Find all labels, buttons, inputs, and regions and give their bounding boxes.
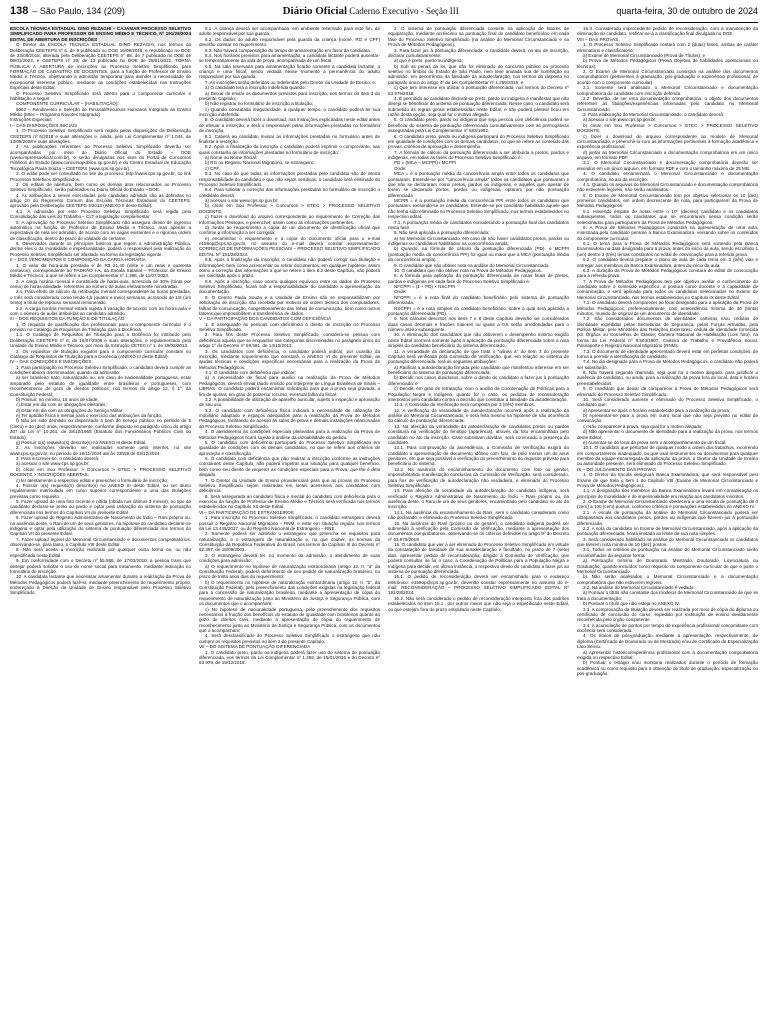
paragraph: Onde: xyxy=(394,289,407,295)
paragraph: 1. Para inscrição no Processo Seletivo Simplificado, o candidato estrangeiro deverá possuir o Registro Nacional Migratório – RNM, e estar em situação regular, nos termos da Lei 13.445/2017, ou do Registro Nacional de Estrangeiro – RNE. xyxy=(199,515,380,531)
paragraph: 3.1. O candidato com deficiência que indicar: xyxy=(205,370,296,375)
paragraph: 4. Os títulos de pós-graduação mediante a apresentação, respectivamente, de diploma (Certificado de Doutorado ou de Mestrado) e/ou de Certificado de Especialização Lato Sensu. xyxy=(577,633,758,650)
paragraph: b) Pontuar o estágio e/ou monitoria realizados durante o período de formação acadêmica ou como requisito para a obtenção de título de graduação, especialização ou pós-graduação. xyxy=(577,660,758,676)
header-left xyxy=(10,5,125,17)
paragraph: PD = (MCA – MCPPI) / MCPPI xyxy=(394,160,457,166)
paragraph: a) acessar o site www.cps.sp.gov.br; xyxy=(16,461,90,467)
paragraph: 5. Fazer upload de uma foto recente e nítida (obtida nos últimos 3 meses), no tipo de candidato declarar-se preto ou pardo e optar pela utilização do sistema de pontuação diferenciada nos termos do Capítulo VII do presente Edital. xyxy=(10,499,191,515)
column-1 xyxy=(10,26,191,1020)
paragraph: a) Exame de Memorial Circunstanciado (Prova de Títulos); e xyxy=(583,52,705,58)
section-heading: IX – DO JULGAMENTO DAS PROVAS xyxy=(577,466,656,472)
paragraph: a) Deixar de enviar os documentos previstos para inscrição, nos termos do item 3 do presente Capítulo; xyxy=(199,90,380,101)
paragraph: 7.2. São considerados documentos de identidade: carteiras e/ou cédulas de identidade expedidas pelas Secretarias de Segurança, pelas Forças Armadas, pela Polícia Militar, pelo Ministério das Relações Exteriores; cédula de identidade fornecida por Órgãos ou Conselhos de Classe; Carteira Nacional de Habilitação (com foto), na forma da Lei Federal nº 9.503/1997, Carteira de Trabalho e Previdência Social, Passaporte e Registro Nacional Migratório (RNM). xyxy=(577,316,758,349)
paragraph: 3.4. A acumulação de pontos por tempo de experiência profissional concomitante com docência será considerada. xyxy=(577,622,758,633)
paragraph: 8. A fórmula para aplicação da pontuação diferenciada às notas finais de pretos, pardos e indígenas em cada fase do Processo Seletivo Simplificado é: xyxy=(388,273,569,284)
text-columns xyxy=(10,26,758,1020)
paragraph: 7. Fazer upload legível do Memorial Circunstanciado e documentos comprobatórios, observando-se, para tanto, o Capítulo VIII deste Edital. xyxy=(10,536,191,547)
section-heading: VIII – DAS PROVAS xyxy=(577,36,619,42)
paragraph: c) Fazer o download do arquivo correspondente ao requerimento de Correção das Informações Pessoais, e preencher, assim como as informações pertinentes. xyxy=(199,214,380,225)
paragraph: 2. As inscrições deverão ser realizadas somente pela internet, no site www.cps.sp.gov.br, no período de 19/11/2024 até às 23h59 de 03/12/2024. xyxy=(10,445,191,456)
paragraph: b) RG ou Registro Nacional Migratório, se estrangeiro; xyxy=(205,160,315,166)
paragraph: 6. Observados durante os princípios básicos que regem a Administração Pública, dentre eles o da moralidade e impessoalidade, poderá o responsável pela realização do Processo Seletivo Simplificado ser afastado na forma da legislação vigente. xyxy=(10,241,191,257)
paragraph: 3. Os editais de abertura, bem como os demais atos relacionados ao Processo Seletivo Simplificado, serão publicados no Diário Oficial do Estado – DOE. xyxy=(10,181,191,193)
paragraph: d) juntar ao Memorial Circunstanciado a documentação comprobatória em um único arquivo, em formato PDF. xyxy=(577,149,758,160)
paragraph: 13. Na aferição da veracidade da autodeclaração de candidatos pretos ou pardos constituirá na verificação do fenótipo (aparência), através da foto encaminhada pelo candidato no ato da inscrição. Caso subsistam dúvidas, será convocado a presença do candidato. xyxy=(388,423,569,445)
paragraph: 7. O Diretor da Unidade de Ensino providenciará para que as provas do Processo Seletivo Simplificado sejam realizadas em locais acessíveis aos candidatos com deficiência. xyxy=(199,477,380,494)
paragraph: 8. Não será aplicada a pontuação diferenciada: xyxy=(394,230,490,236)
paragraph: 2. O Exame de Memorial Circunstanciado consistirá na análise dos documentos comprobatórios (pertinentes à graduação, pós-graduação e experiência profissional, de acordo com o componente curricular). xyxy=(577,69,758,85)
paragraph: 3. Os candidatos com deficiência, o candidato poderá indicar, por ocasião da inscrição, mediante requerimento que constará, o ANEXO VI do presente Edital, as ajudas técnicas e condições específicas necessárias para a realização da Prova de Métodos Pedagógicos. xyxy=(199,348,380,370)
paragraph: 10. A eliminação dos candidatos que não obtiverem o desempenho mínimo exigido neste Edital ocorrerá somente após a aplicação da pontuação diferenciada sobre a nota simples do candidato beneficiário do sistema diferenciado. xyxy=(388,332,569,349)
paragraph: 14.1. Na ausência do encaminhamento do Rani, será o candidato considerado como não declarado, e eliminado do Processo Seletivo Simplificado. xyxy=(388,509,569,521)
paragraph: 15.3. Considerado improcedente pedido de reconsideração, com a manutenção da eliminação do candidato, retificar-se-á a classificação final divulgada no DOE. xyxy=(577,26,758,37)
paragraph: 2. O sistema de pontuação diferenciada consiste na aplicação de fatores de equiparação, mediante acréscimo na pontuação final do candidato beneficiário em cada fase do Processo Seletivo Simplificado (na análise do Memorial Circunstanciado e na Prova de Métodos Pedagógicos). xyxy=(388,26,569,48)
paragraph: c) fazer o download do arquivo correspondente ao modelo de Memorial Circunstanciado, e preenchê-lo com as informações pertinentes à formação acadêmica e experiência profissional. xyxy=(577,133,758,150)
header-center xyxy=(283,5,459,17)
city-volume: – São Paulo, 134 (209) xyxy=(32,6,125,16)
paragraph: b) Possuir, no mínimo, 18 anos de idade; xyxy=(16,396,99,402)
paragraph: b) Apresentar-se para a prova em outro local que não seja previsto no edital de convocação; xyxy=(577,413,758,424)
column-3 xyxy=(388,26,569,1020)
paragraph: 1. O valor da hora-aula prestada é de R$ 21,40 (vinte e um reais e quarenta centavos), correspondente ao PADRÃO I-A, da Escala Salarial – Professor de Ensino Médio e Técnico, a que se refere a Lei Complementar nº 1.388, de 11/07/2023. xyxy=(10,262,191,279)
paragraph: 10. O candidato que não obtiver nota na Prova de Métodos Pedagógicos. xyxy=(394,267,543,273)
paragraph: 11.1. A Comissão de Verificação será composta por 3 (três) membros. xyxy=(394,402,535,408)
paragraph: 3. O edital pode ser consultado no site do processo: http://www.cps.sp.gov.br, no link Processos Seletivos Simplificados. xyxy=(10,171,191,182)
paragraph: e) Ausentar-se do local da prova sem o acompanhamento de um fiscal. xyxy=(583,439,727,445)
paragraph: 9. Nos cálculos descritos nos itens 7 e 8 deste Capítulo deverão ser considerados duas casas decimais e frações maiores ou iguais a 0,5 serão arredondadas para o número inteiro subsequente. xyxy=(388,316,569,332)
paragraph: MCPPI = é a pontuação média da concorrência PPI entre todos os candidatos que pontuaram, excluindo-se os candidatos. Entende-se por candidato habilitado aquele que não tenha sido eliminado no Processo Seletivo Simplificado, nos termos estabelecidos no respectivo edital. xyxy=(388,198,569,220)
paragraph: b) Decidir nos casos duvidosos, sobre o direito do candidato a fazer jus à pontuação diferenciada; e xyxy=(388,375,569,386)
paragraph: 1. O Processo Seletivo Simplificado será regido pelas disposições da Deliberação CEETEPS nº 6/2018 e suas alterações e, ainda, pelo Lei Complementar nº 1.044, de 13/05/2008 e suas alterações. xyxy=(10,128,191,144)
paragraph: c) Que tem interesse em utilizar a pontuação diferenciada, nos termos do Decreto nº 63.979/2018. xyxy=(388,85,569,96)
paragraph: 4. É permitido ao candidato declarar-se preto, pardo ou indígena e manifestar que não deseja se beneficiar do sistema de pontuação diferenciada. Nesse caso, o candidato será submetido às regras gerais estabelecidas neste Edital, e não poderá pleitear ficou em razão desta opção, seja qual for o motivo alegado. xyxy=(388,95,569,117)
paragraph: 8. O candidato deverá fazer o download, nas instruções explicitadas neste edital antes de efetuar a inscrição, e será o responsável pelas informações prestadas no formulário de inscrição. xyxy=(199,117,380,134)
paragraph: 7.3. O documento de identidade apresentado deverá estar em perfeitas condições, de forma a permitir a identificação do candidato. xyxy=(577,348,758,359)
section-heading: III – DOS REQUISITOS DA FUNÇÃO E DE TITULAÇÃO xyxy=(10,316,125,322)
paragraph: 7.1. O candidato deverá comparecer ao local designado para a aplicação da Prova de Métodos Pedagógicos, preferencialmente, com antecedência mínima de 30 (trinta) minutos, munido de original de um documento de identidade. xyxy=(577,300,758,316)
paragraph: 4.1. A admissão por este Processo Seletivo Simplificado será regida pela Consolidação das Leis do Trabalho – CLT e legislação complementar. xyxy=(10,208,191,220)
paragraph: 11. A veracidade da declaração de que trata o "alínea a" do item 3 do presente Capítulo será verificada pela Comissão de Verificação, que, em relação ao sistema de pontuação diferenciada, terá as seguintes atribuições: xyxy=(388,348,569,365)
section-heading: I – DAS DISPOSIÇÕES INICIAIS xyxy=(10,122,78,128)
paragraph: 6. Fazer upload do Registro Administrativo de Nascimento do Índio – Rani próprio ou, na ausência deste, o Rani de um de seus genitores, na hipótese do candidato declarar-se indígena e optar pela utilização do sistema de pontuação diferenciada nos termos do Capítulo VII do presente Edital. xyxy=(10,515,191,537)
paragraph: 6. A Prova de Métodos Pedagógicos consistirá na apresentação de uma aula, ministrada pelo candidato perante a Banca Examinadora, versando sobre os conteúdos do componente curricular. xyxy=(577,224,758,241)
paragraph: 2.1. Somente será analisado o Memorial Circunstanciado e documentação comprobatória do candidato com inscrição deferida. xyxy=(577,85,758,96)
paragraph: 8.6. Após a inscrição, caso ocorra qualquer equívoco entre os dados do Processo Seletivo Simplificado, ficará sob a responsabilidade do candidato a apresentação da documentação. xyxy=(199,278,380,295)
paragraph: 2. As publicações referentes ao Processo Seletivo Simplificado deverão ser acompanhadas por meio do Diário Oficial do Estado – DOE (www.imprensaoficial.com.br), e serão divulgadas nos sites do Portal de Concursos Públicos do Estado (www.concursopublico.sp.gov.br) e do Centro Estadual de Educação Tecnológica Paula Souza – CEETEPS (www.cps.sp.gov.br). xyxy=(10,144,191,171)
paragraph: 6. O candidato com deficiência que não realizar a inscrição conforme as instruções constantes deste Capítulo, não poderá impetrar sua situação para qualquer benefício, bem como seu direito de requerer as condições especiais para a Prova, que lhe é dela alegado. xyxy=(199,456,380,478)
paragraph: 1. É assegurado às pessoas com deficiência o direito de inscrição no Processo Seletivo Simplificado. xyxy=(199,321,380,332)
paragraph: 3.1. O Memorial Circunstanciado e documentação comprobatória deverão ser enviados em um único arquivo, em formato PDF e com o tamanho máximo de 25 MB. xyxy=(577,160,758,171)
paragraph: 10.1. O candidato que perturbar de qualquer modo a ordem dos trabalhos, incorrendo em comportamento inadequado, ou que usar instrumentos ou documentos para qualquer membro da equipe encarregada da aplicação da prova, o Diretor da Unidade de Ensino ou autoridade presente, será eliminado do Processo Seletivo Simplificado. xyxy=(577,445,758,467)
paragraph: 3.2. A possibilidade de utilização de aparelho auricular, sujeito à inspeção e aprovação de seu uso. xyxy=(199,396,380,408)
paragraph: 3. Será considerado habilitado na análise do Memorial Circunstanciado os candidatos que tiverem nota mínima de 10 (dez) pontos. xyxy=(577,536,758,547)
paragraph: a) Pontuação mínima de Doutorado, Mestrado, Doutorado, Licenciatura ou Graduação, quando incluídos como requisito do componente curricular de que é parte o Memorial Circunstanciado. xyxy=(577,558,758,574)
paragraph: 3. Para elaboração do Memorial Circunstanciado, o candidato deverá: xyxy=(583,112,725,117)
paragraph: 2. O Exame de Memorial Circunstanciado obedecerá a uma escala de pontuação de 0 (zero) a 100 (cem) pontos, conforme critérios e pontuações estabelecidos no ANEXO IV. xyxy=(577,499,758,510)
paragraph: 12. A verificação da veracidade da autodeclaração ocorrerá após a realização da análise do Memorial Circunstanciado, e será feita mesmo na hipótese de não ocorrência do cálculo da pontuação diferenciada. xyxy=(388,407,569,424)
paragraph: O Diretor da ESCOLA TÉCNICA ESTADUAL GINO REZAGHI, nos termos da Deliberação CEETEPS nº 6, de 9 publicado no DOE 16/08/2018, e republicado no DOE de 23/08/2018, alterada pela Deliberação CEETEPS nº 88, de 7 publicado no DOE de 09/01/2023, e CEETEPS nº 29, de 13 publicado no DOE de 28/01/2022, TORNA PÚBLICA A ABERTURA de inscrições ao Processo Seletivo Simplificado para FORMAÇÃO DE CADASTRO DE DOCENTES, para a função de Professor de Ensino Médio e Técnico, objetivando a admissão temporária para atender a necessidade de excepcional interesse público, mediante as condições estabelecidas nas Instruções Especiais deste Edital. xyxy=(10,42,191,91)
paragraph: 2.2. A nota do candidato no Exame de Memorial Circunstanciado, após a aplicação da pontuação diferenciada, ficará limitada ao limite de sua nota simples. xyxy=(577,525,758,537)
paragraph: a) O requerimento no hipótese de naturalização extraordinária (artigo 12, II, "a" da Constituição Federal), poderá deferimento de seu pedido de naturalização brasileiro, no prazo de trinta anos dias do requerimento; xyxy=(199,563,380,580)
paragraph: 1. O candidato preto, pardo ou indígena poderá fazer uso do sistema de pontuação diferenciada, nos termos da Lei Complementar nº 1.259, de 15/01/2015 e do Decreto nº 63.979, de 19/12/2018. xyxy=(199,649,380,666)
paragraph: a) Nome ou Nome Social; xyxy=(205,155,258,160)
paragraph: c) No hipótese de nacionalidade portuguesa, pelo preenchimento dos requisitos necessários à fruição dos benefícios do estatuto de igualdade com brasileiros quanto ao gozo de direitos civis, mediante a apresentação de cópia do requerimento de reconhecimento junto ao Ministério da Justiça e Segurança Pública, com os documentos que o acompanham; xyxy=(199,606,380,633)
paragraph: 1. O requisito de qualificação dos profissionais para o componente curricular é o previsto no Catálogo de Requisitos de Titulação para a Docência. xyxy=(10,321,191,332)
paragraph: c) Não comparecer à prova, seja qual for o motivo alegado; xyxy=(583,423,703,429)
paragraph: b) clicar em Sou Professor > Concursos > ETEC > PROCESSO SELETIVO DOCENTE; xyxy=(577,122,758,134)
paragraph: c) Quando constatada irregularidade, a qualquer tempo, o candidato poderá ter sua inscrição indeferida. xyxy=(199,106,380,117)
paragraph: 6.5. Na sala reservada para amamentação ficarão somente a candidata lactante, a criança e uma fiscal, sendo vedada nesse momento a permanência do adulto responsável por sua guarda. xyxy=(199,63,380,80)
paragraph: 7. A fórmula de cálculo da pontuação diferenciada a ser atribuída a pretos, pardos e indígenas, em todas as fases do Processo Seletivo Simplificado é: xyxy=(388,149,569,160)
paragraph: 3. O estrangeiro deverá ter, no momento da admissão, o atendimento de suas condições para admissão: xyxy=(199,552,380,564)
paragraph: c) Decidir, em grau de retratação, com o auxílio da Coordenação de Políticas para a População Negra e Indígena, quanto for o caso, os pedidos de reconsideração interpostos pelo candidato contra a decisão que constatar a falsidade da autodeclaração. xyxy=(388,386,569,402)
notice-title: ESCOLA TÉCNICA ESTADUAL GINO REZAGHI – CAJAMAR PROCESSO SELETIVO SIMPLIFICADO PARA PROFESSOR DE ENSINO MÉDIO E TÉCNICO, Nº 191/28/2024 EDITAL DE ABERTURA DE INSCRIÇÕES xyxy=(10,26,191,42)
paragraph: 1. O Processo Seletivo Simplificado contará com 2 (duas) fases, ambas de caráter eliminatório e classificatório: xyxy=(577,42,758,53)
paragraph: NFCPPI = (1 + PD) × NSCPPI xyxy=(394,284,456,289)
paragraph: 2.1. Para efeito de cálculo da retribuição mensal correspondente às horas prestadas, o mês será considerado como tendo 4,5 (quatro e meio) semanas, acrescido de 1/6 (um sexto) a título de repouso semanal remunerado. xyxy=(10,289,191,306)
paragraph: 8.5. Após a finalização da inscrição, o candidato não poderá corrigir sua titulação e informações, bem como acrescentar ou retirar documentos, em qualquer hipótese, assim como a correção das informações a que se refere o item 8.2 deste Capítulo, não poderá ser solicitada após o prazo. xyxy=(199,257,380,279)
paragraph: 4. O candidato encaminhará o Memorial Circunstanciado e documentação comprobatória, no ato da inscrição. xyxy=(577,171,758,182)
paragraph: 16.1. O pedido de reconsideração deverá ser encaminhado para o endereço eletrônico: e159op@cps.sp.gov.br, devendo constar expressamente no assunto do e-mail: RECONSIDERAÇÃO – PROCESSO SELETIVO SIMPLIFICADO EDITAL Nº 191/28/2024. xyxy=(388,574,569,596)
paragraph: a) Pontuar o título não constante dos modelos de Memorial Circunstanciado de que se trata a documentação; xyxy=(577,590,758,601)
page-header xyxy=(10,0,758,23)
paragraph: 3.2. Na análise do Memorial Circunstanciado é vedado: xyxy=(583,585,695,590)
column-2 xyxy=(199,26,380,1020)
paragraph: O Processo Seletivo Simplificado será aberto para o componente curricular e habilitação a seguir: xyxy=(10,90,191,101)
paragraph: a) Apresentar histórico/experiência profissional com a documentação comprobatória exigida no respectivo Edital; xyxy=(577,649,758,660)
paragraph: NFCPPI = é a nota final do candidato beneficiário pelo sistema de pontuação diferenciada. xyxy=(388,294,569,306)
paragraph: MCA = é a pontuação média da concorrência ampla entre todos os candidatos que pontuaram. Entende-se por "concorrência ampla" todos os candidatos que pontuaram e que não se declararam como pretos, pardos ou indígenas, e aqueles que, apesar de terem se declarado pretos, pardos ou indígenas, optaram por não pontuação diferenciada. xyxy=(388,171,569,198)
paragraph: b) Prova de Métodos Pedagógicos (Prova Objetiva de habilidades operacionais ou técnicas). xyxy=(577,58,758,69)
paragraph: a) acessar o site www.cps.sp.gov.br; xyxy=(205,198,279,203)
paragraph: a) A necessidade de fiscal para auxílio na realização da Prova de Métodos Pedagógicos, deverá enviar laudo emitido por intérprete de Língua Brasileira de Sinais – LIBRAS. O candidato poderá encaminhar solicitação para que a prova seja gravada, a fim de ajustar, em grau de posterior recurso, eventual falha do fiscal. xyxy=(199,375,380,397)
paragraph: 16.2. Não será considerado o pedido de reconsideração interposto fora dos padrões estabelecidos no item 15.1., por outros meios que não seja o especificado neste Edital, ou que estejam fora do prazo estipulado neste Capítulo. xyxy=(388,595,569,612)
paragraph: 2. A carga horária mensal é constituída de horas-aula, acrescida de 30% (trinta por cento) de horas-atividade, referentes ao número de aulas efetivamente ministradas. xyxy=(10,278,191,289)
paragraph: 13.1. Para comprovação da ascendência, a Comissão de Verificação exigirá do candidato a apresentação de documento idôneo com foto, de pelo menos um de seus genitores, em que seja possível a verificação do preenchimento do requisito previsto para beneficiário do sistema. xyxy=(388,445,569,467)
paragraph: b) clicar em Sou Professor > Concursos > ETEC > PROCESSO SELETIVO DOCENTE > INSCRIÇÕES ABERTAS; xyxy=(10,466,191,478)
paragraph: d) Estar em dia com as obrigações do Serviço Militar; xyxy=(16,407,124,413)
paragraph: 5.1. Havendo empate de notas entre o 10º (décimo) candidato e os candidatos subsequentes, todos os candidatos que se encontrarem nessa condição serão selecionados para participarem da Prova de Métodos Pedagógicos. xyxy=(577,208,758,225)
paragraph: 6.4. Nos horários previstos para amamentação, a candidata lactante poderá ausentar-se temporariamente da sala de prova, acompanhada de um fiscal. xyxy=(199,52,380,64)
paragraph: 7. As inscrições serão deferidas ou indeferidas pelo Diretor da Unidade de Ensino, e: xyxy=(205,79,377,85)
paragraph: 6.1. A criança deverá ser acompanhada, em ambiente reservado para este fim, de adulto responsável por sua guarda. xyxy=(199,26,380,37)
paragraph: c) ler atentamente o respectivo edital e preencher o formulário de inscrição; xyxy=(16,477,169,483)
paragraph: b) Sob as penas da lei, que não foi eliminado de concurso público ou processo seletivo no âmbito do Estado de São Paulo, nem teve anulada sua de nomeação ou admissão, em decorrência da falsidade da autodeclaração, nos termos do disposto no parágrafo único do artigo 4º da Lei Complementar nº 1.259/2015; e xyxy=(388,63,569,85)
section-heading: V – DA PARTICIPAÇÃO DOS CANDIDATOS COM DEFICIÊNCIA xyxy=(199,316,332,322)
section-name: Caderno Executivo - Seção III xyxy=(349,6,459,16)
paragraph: b) Não registrar no formulário de inscrição a titulação; xyxy=(205,101,314,107)
paragraph: 8.3. No caso de que todas as informações prestadas pelo candidato são de inteira responsabilidade do candidato e que não sejam verídicas, o candidato será eliminado do Processo Seletivo Simplificado. xyxy=(199,171,380,187)
paragraph: 6.3. Não haverá compensação do tempo de amamentação em favor da candidata. xyxy=(205,47,372,53)
paragraph: b) clicar em Sou Professor > Concursos > ETEC > PROCESSO SELETIVO DOCENTE; xyxy=(199,203,380,214)
paragraph: c) CPF. xyxy=(205,165,220,171)
paragraph: a) que é preto, pardo ou indígena; xyxy=(394,58,463,64)
paragraph: 4.1. Quando os arquivos do Memorial Circunstanciado e documentação comprobatória não estiverem legíveis, não serão analisados. xyxy=(577,181,758,193)
paragraph: 1.1. A designação dos membros da Banca Examinadora levará em consideração os princípios de moralidade e de impessoalidade em relação aos candidatos inscritos. xyxy=(577,488,758,499)
paragraph: 3.3. O candidato com deficiência física indicará a necessidade de utilização de mobiliário adaptado e espaços adequados para a realização da Prova de Métodos Pedagógicos, facilitando de acesso às salas de prova e demais instalações relacionadas ao Processo Seletivo Simplificado. xyxy=(199,407,380,429)
paragraph: 5062 – Rendimento e Seleção de Pessoal/Recursos Humanos Integrado ao Ensino Médio (Mtec – Programa Novotec Integrado) xyxy=(10,106,191,117)
paragraph: 2.2. Deverão, de ser uma documentação comprobatória, o objeto dos documentos referentes às titulações/experiências informadas pelo candidato no Memorial Circunstanciado. xyxy=(577,95,758,112)
paragraph: 7.4. No dia designado para a Prova de Métodos Pedagógicos, o candidato não poderá ser substituído. xyxy=(577,359,758,370)
paragraph: 2. Os requisitos de titulação exigidos para o componente curricular constam no Catálogo de Requisitos de Titulação para a Docência (ANEXO III deste Edital). xyxy=(10,348,191,359)
paragraph: d) Não apresentar o documento de identidade para a realização da prova, nos termos deste Edital; xyxy=(577,429,758,440)
paragraph: 2. Somente poderá ser admitido o estrangeiro que preencha os requisitos para naturalização, e o estrangeiro de naturalização e, no que couber, as normas da Constituição da República Federativa do Brasil, nos termos do Capítulo III do Decreto nº 62.397, de 15/09/2001. xyxy=(199,531,380,553)
paragraph: 4. Possuir o(s) requisito(s) descrito(s) no ANEXO III deste Edital, ou ser aluno regularmente matriculado em curso superior correspondente a uma das titulações previstas como requisito. xyxy=(10,482,191,499)
page-number: 138 xyxy=(10,5,29,17)
paragraph: 2.2. A carga horária mensal estará sujeita à variação de acordo com as horas-aula e com o número de aulas atribuídas ao candidato admitido. xyxy=(10,305,191,316)
publication-date: quarta-feira, 30 de outubro de 2024 xyxy=(616,6,758,16)
paragraph: c) Estar em dia com as obrigações eleitorais; xyxy=(16,402,107,408)
paragraph: 4. O atendimento às condições especiais pleiteadas para a realização da Prova de Métodos Pedagógicos ficará sujeito à análise da razoabilidade do pedido. xyxy=(199,429,380,440)
paragraph: 2.1. A escala de pontuação da análise do Memorial Circunstanciado poderá ser ultrapassada aos candidatos pretos, pardos ou indígenas que fizerem jus à pontuação diferenciada. xyxy=(577,509,758,526)
paragraph: 14. Para aferição da veracidade da autodeclaração do candidato indígena, será verificado o Registro Administrativo de Nascimento do Índio – Rani próprio ou, na ausência deste, o Rani de um de seus genitores, encaminhado pelo candidato no ato da inscrição. xyxy=(388,488,569,510)
paragraph: 5. O Exame de Memorial Circunstanciado tem por objetivo selecionar os 10 (dez) primeiros candidatos, em ordem decrescente de nota, para participarem da Prova de Métodos Pedagógicos. xyxy=(577,192,758,209)
paragraph: 6.2. O candidato deverá preparar o plano de aula de cada tema em 3 (três) vias e entregar aos membros da Banca Examinadora, antes do início da aula. xyxy=(577,257,758,268)
paragraph: 13.2. Na ausência do encaminhamento do documento com foto ou genitor, impossibilitando manifestação conclusiva da Comissão de Verificação, será considerado, para fins de verificação de autodeclaração não verdadeira, e eliminado do Processo Seletivo Simplificado. xyxy=(388,466,569,488)
paragraph: 6.2. Os dados do adulto responsável pela guarda da criança (nome, RG e CPF) deverão constar no requerimento. xyxy=(199,36,380,48)
section-heading: VII – DO SISTEMA DE PONTUAÇÃO DIFERENCIADA xyxy=(199,644,311,650)
newspaper-name: Diário Oficial xyxy=(282,5,348,17)
paragraph: f) Não ter sido demitido ou dispensado a bem do serviço público, no período de 5 (cinco) e 10 (dez) anos, respectivamente, conforme disposto no parágrafo único do artigo 307 da Lei nº 10.261, de 28/10/1968 (Estatuto dos Funcionários Públicos Civis do Estado); xyxy=(10,418,191,440)
paragraph: 5. A aprovação no Processo Seletivo Simplificado não assegura direito de ingresso automático na função de Professor de Ensino Médio e Técnico, mas apenas a expectativa de nela ser admitido, de acordo com as vagas existentes e a rigorosa ordem de classificação, dentro do prazo de validade do certame. xyxy=(10,219,191,241)
paragraph: a) No Memorial Circunstanciado, em caso de não haver candidatos pretos, pardos ou indígenas ou candidatos habilitados na concorrência ampla; xyxy=(388,235,569,246)
paragraph: a) acessar o site www.cps.sp.gov.br; xyxy=(583,117,657,123)
paragraph: 4. Será desclassificado do Processo Seletivo Simplificado o estrangeiro que não cumprir os requisitos previstos no item 2 do presente Capítulo. xyxy=(199,633,380,644)
paragraph: b) O requerimento no hipótese de naturalização extraordinária (artigo 12, II, "b", da Constituição Federal), pelo preenchimento das condições exigidas na legislação federal para a concessão de naturalização brasileira, mediante a apresentação de cópia do requerimento de naturalização junto ao Ministério da Justiça e Segurança Pública, com os documentos que o acompanham; xyxy=(199,579,380,607)
paragraph: b) Pontuar o título que não esteja no ANEXO IV. xyxy=(583,601,680,607)
paragraph: d) Juntar ao requerimento a cópia de um documento de identificação oficial que confirme a informação a ser corrigida; xyxy=(199,224,380,236)
section-heading: VI – DA PARTICIPAÇÃO DE ESTRANGEIROS xyxy=(199,509,294,515)
paragraph: 6.3. A duração da Prova de Métodos Pedagógicos constará do edital de convocação para a referida prova. xyxy=(577,267,758,279)
column-4 xyxy=(577,26,758,1020)
paragraph: 1. O Diretor da Escola designará Banca Examinadora, que será responsável pelo Exame de que trata o item 1 do Capítulo VIII (Exame de Memorial Circunstanciado e Prova de Métodos Pedagógicos). xyxy=(577,472,758,488)
paragraph: NSCPPI = é a nota simples do candidato beneficiário, sobre a qual será aplicada a pontuação diferenciada (PD). xyxy=(388,305,569,316)
paragraph: 10. A candidata lactante que necessitar amamentar durante a realização da Prova de Métodos Pedagógicos poderá fazê-lo, mediante preenchimento de requerimento próprio, endereçado à Direção da Unidade de Ensino responsável pelo Processo Seletivo Simplificado. xyxy=(10,574,191,596)
paragraph: 7.1. A pontuação média de candidatos considerando a pontuação final dos candidatos nesta fase. xyxy=(388,219,569,230)
paragraph: 6.1. O tema para a Prova de Métodos Pedagógicos será sorteado pela Banca Examinadora na data designada para a prova, antes do início da aula, sendo escolhido 1 (um) dentre 3 (três) temas constantes no edital de convocação para a referida prova. xyxy=(577,241,758,257)
paragraph: g) Possuir o(s) requisito(s) descrito(s) no ANEXO III deste Edital. xyxy=(16,439,147,445)
paragraph: 8. Será assegurada ao candidato física e mental do candidato com deficiência para o exercício da função de Professor de Ensino Médio e Técnico será verificada nos termos estabelecidos no Capítulo XII deste Edital. xyxy=(199,493,380,510)
paragraph: 6. O candidato preto, pardo ou indígena participará do Processo Seletivo Simplificado em igualdade de condições com os demais candidatos, no que se refere ao conteúdo das provas, critérios de aprovação e desempenho. xyxy=(388,133,569,150)
section-heading: Instruções Especiais xyxy=(10,117,52,123)
paragraph: 3.3. A comprovação da titulação deverá ser realizada por meio de cópia do diploma ou certificado de conclusão do curso, expedido por instituição de ensino devidamente reconhecida pelo órgão competente. xyxy=(577,606,758,623)
paragraph: 1.1. O Catálogo de Requisitos de Titulação para a Docência foi instituído pelo Deliberação CEETEPS nº 6, de 16/07/2008 e suas alterações, e regulamentado pela Unidade do Ensino Médio e Técnico, por meio da Instrução CETEC nº 1, de 19/02/2013. xyxy=(10,332,191,349)
paragraph: 9. Em conformidade com o Decreto nº 55.588, de 17/03/2010, a pessoa trans que desejar poderá solicitar o uso do nome social para tratamento, mediante indicação no formulário de inscrição. xyxy=(10,558,191,574)
paragraph: 2. Para fins deste Processo Seletivo Simplificado, considera-se pessoa com deficiência aquela que se enquadrar nas categorias discriminadas no parágrafo único do artigo 1º do Decreto nº 59.591, de 14/10/2013. xyxy=(199,332,380,349)
paragraph: a) Apresentar-se após o horário estabelecido para a realização da prova; xyxy=(583,407,731,413)
paragraph: e) encaminhar o requerimento e a cópia do documento oficial para o e-mail e159op@cps.sp.gov.br, no assunto do e-mail deverá constar expressamente: CORREÇÃO DE INFORMAÇÕES PESSOAIS – PROCESSO SELETIVO SIMPLIFICADO EDITAL Nº 191/28/2024. xyxy=(199,235,380,257)
paragraph: 7. A Prova de Métodos Pedagógicos tem por objetivo avaliar o conhecimento do candidato sobre o conteúdo específico, a postura como docente e a capacidade de comunicação, e será aplicada para todos os candidatos selecionados no Exame de Memorial Circunstanciado, nos termos estabelecidos no Capítulo IX deste Edital. xyxy=(577,278,758,300)
paragraph: 8.1. Caberá ao candidato revisar as informações prestadas no formulário antes de finalizar a inscrição. xyxy=(199,133,380,144)
section-heading: II – DOS VENCIMENTOS E COMPOSIÇÃO DA CARGA-HORÁRIA xyxy=(10,257,146,263)
paragraph: COMPONENTE CURRICULAR – (HABILITAÇÃO): xyxy=(16,101,119,107)
paragraph: a) O candidato terá a inscrição indeferida quando: xyxy=(205,85,306,91)
paragraph: 1. Para participação no Processo Seletivo Simplificado, o candidato deverá cumprir as condições abaixo discriminadas, quando da admissão: xyxy=(10,364,191,375)
paragraph: a) ser brasileiro nato, naturalizado ou, em caso de nacionalidade portuguesa, estar amparado pelo estatuto de igualdade entre brasileiros e portugueses, com reconhecimento do gozo de direitos políticos, nos termos do artigo 12, § 1º, da Constituição Federal; xyxy=(10,375,191,397)
paragraph: 5. O candidato preto, pardo ou indígena que seja pessoa com deficiência poderá se beneficiar do sistema de pontuação diferenciada cumulativamente com as prerrogativas asseguradas pela Lei Complementar nº 683/1992. xyxy=(388,117,569,134)
paragraph: 15. Na ausência do Rani (próprio ou do genitor), o candidato indígena poderá ser submetido à verificação pela Comissão de Verificação, mediante a apresentação dos documentos comprobatórios, observando-se os critérios definidos no artigo 9º do Decreto nº 63.979/2018. xyxy=(388,520,569,542)
paragraph: 9. O Centro Paula Souza e a Unidade de Ensino não se responsabilizam por solicitação de inscrição não recebida por motivos de ordem técnica dos computadores, falhas de comunicação, congestionamento das linhas de comunicação, bem como outros fatores que impossibilitem a transferência de dados. xyxy=(199,294,380,316)
paragraph: 9. O candidato que deixar de comparecer à Prova de Métodos Pedagógicos será eliminado do Processo Seletivo Simplificado. xyxy=(577,386,758,397)
paragraph: e) Ter aptidão física e mental para o exercício das atribuições da função; xyxy=(16,413,163,418)
paragraph: 9. O candidato que não obtiver nota na análise do Memorial Circunstanciado. xyxy=(394,262,550,268)
paragraph: 3. Para fazer jus à pontuação diferenciada, o candidato deverá, no ato de inscrição, declarar cumulativamente: xyxy=(388,47,569,58)
paragraph: 4. As atribuições a serem executadas pelo candidato admitido são as definidas no artigo 10 do Regimento Comum das Escolas Técnicas Estaduais do CEETEPS, aprovado pela Deliberação CEETEPS 3/2013 (ANEXO II deste Edital). xyxy=(10,192,191,209)
section-heading: IV – DAS CONDIÇÕES E INSCRIÇÕES xyxy=(10,359,92,365)
paragraph: 5. O candidato com deficiência participará do Processo Seletivo Simplificado em igualdade de condições com os demais candidatos, no que se referir aos critérios de aprovação e classificação. xyxy=(199,439,380,456)
paragraph: 8.2. Após a finalização da inscrição o candidato poderá imprimir o comprovante, nas quais constarão as informações prestadas no formulário de inscrição: xyxy=(199,144,380,155)
paragraph: b) Não serão analisados o Memorial Circunstanciado e a documentação comprobatória que não estiverem legíveis. xyxy=(577,574,758,585)
paragraph: 8.4. Para solicitar a correção das informações prestadas no formulário de inscrição o candidato deverá: xyxy=(199,187,380,198)
paragraph: a) Ratificar a autodeclaração firmada pelo candidato que manifestou interesse em ser beneficiário do sistema de pontuação diferenciada; xyxy=(388,364,569,375)
paragraph: 3.1. Todos os critérios de pontuação na análise do Memorial Circunstanciado serão encaminhados da seguinte forma: xyxy=(577,547,758,558)
paragraph: b) Quando, na fórmula de cálculo da pontuação diferenciada (PD), o MCPPI (pontuação média da concorrência PPI) for igual ou maior que a MCA (pontuação média da concorrência ampla). xyxy=(388,246,569,263)
paragraph: 16. O candidato que vier a ser eliminado do Processo Seletivo Simplificado em virtude da constatação de falsidade de sua autodeclaração e facultado, no prazo de 7 (sete) dias, apresentar pedido de reconsideração, dirigido à Comissão de Verificação, que poderá consultar, se for o caso, a Coordenação de Políticas para a População Negra e Indígena para decidir, em última instância, o respectivo direito do candidato a fazer jus ao sistema de pontuação diferenciada. xyxy=(388,542,569,574)
paragraph: 8. Não será aceita a inscrição realizada por qualquer outra forma ou, ou não especificada neste Edital. xyxy=(10,547,191,558)
paragraph: Onde: xyxy=(394,165,407,171)
paragraph: 3. Para inscrever-se, o candidato deverá: xyxy=(16,456,100,461)
paragraph: 8. Não haverá segunda chamada, seja qual for o motivo alegado, para justificar a ausência do candidato, ou ainda, para a realização da prova fora do local, data e horário preestabelecidos. xyxy=(577,370,758,386)
paragraph: 10. Será considerado ausente e eliminado do Processo Seletivo Simplificado, o candidato que: xyxy=(577,396,758,408)
